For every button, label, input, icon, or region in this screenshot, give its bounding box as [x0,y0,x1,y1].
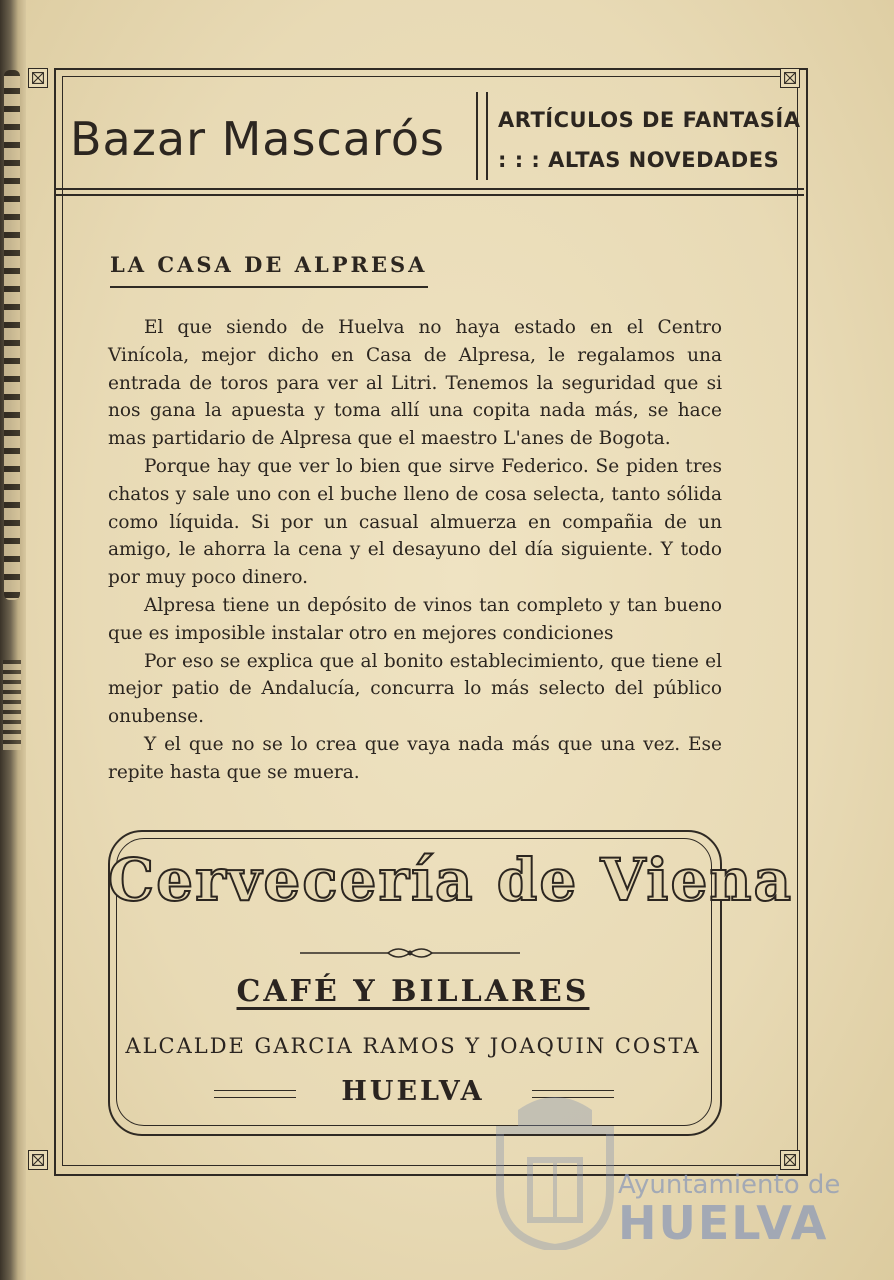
article-paragraph: Y el que no se lo crea que vaya nada más que una vez. Ese repite hasta que se muera. [108,733,722,783]
spine-ornament-lower [3,660,21,750]
magazine-page [26,0,894,1280]
shop-name: Bazar Mascarós [70,112,445,166]
book-spine [0,0,26,1280]
article-paragraph: El que siendo de Huelva no haya estado en el Centro Vinícola, mejor dicho en Casa de Alpresa, le regalamos una entrada de toros para ver al Litri. Tenemos la seguridad que si nos gana la apuesta y toma allí una copita nada más, se hace mas partidario de Alpresa que el maestro L'anes de Bogota. [108,317,722,450]
article-body [108,314,722,787]
header-rule [56,194,804,196]
corner-box-icon [28,1150,48,1170]
header-taglines [498,100,804,180]
article-paragraph: Alpresa tiene un depósito de vinos tan completo y tan bueno que es imposible instalar otro en mejores condiciones [108,594,722,644]
advert-services: CAFÉ Y BILLARES [236,974,590,1009]
watermark-line-1: Ayuntamiento de [618,1170,841,1200]
tagline-fantasia: ARTÍCULOS DE FANTASÍA [498,108,801,132]
article-title: LA CASA DE ALPRESA [110,252,428,277]
article-paragraph: Porque hay que ver lo bien que sirve Federico. Se piden tres chatos y sale uno con el buche lleno de cosa selecta, tanto sólida como líquida. Si por un casual almuerza en compañia de un amigo, le ahorra la cena y el desayuno del día siguiente. Y todo por muy poco dinero. [108,455,722,589]
tagline-novedades: : : : ALTAS NOVEDADES [498,148,780,172]
header-divider [476,92,488,180]
article-paragraph: Por eso se explica que al bonito establecimiento, que tiene el mejor patio de Andalucía, concurra lo más selecto del público onubense. [108,650,722,728]
watermark-line-2: HUELVA [618,1196,829,1250]
title-underline [110,286,428,288]
coat-of-arms-icon [490,1090,620,1250]
corner-box-icon [780,1150,800,1170]
flourish-icon [300,942,520,964]
corner-box-icon [28,68,48,88]
spine-ornament [4,70,20,600]
corner-box-icon [780,68,800,88]
advert-title: Cervecería de Viena [108,846,794,914]
advert-address: ALCALDE GARCIA RAMOS Y JOAQUIN COSTA [125,1034,701,1058]
header-rule [56,188,804,190]
header-banner [56,92,804,184]
advert-city: HUELVA [341,1076,485,1107]
